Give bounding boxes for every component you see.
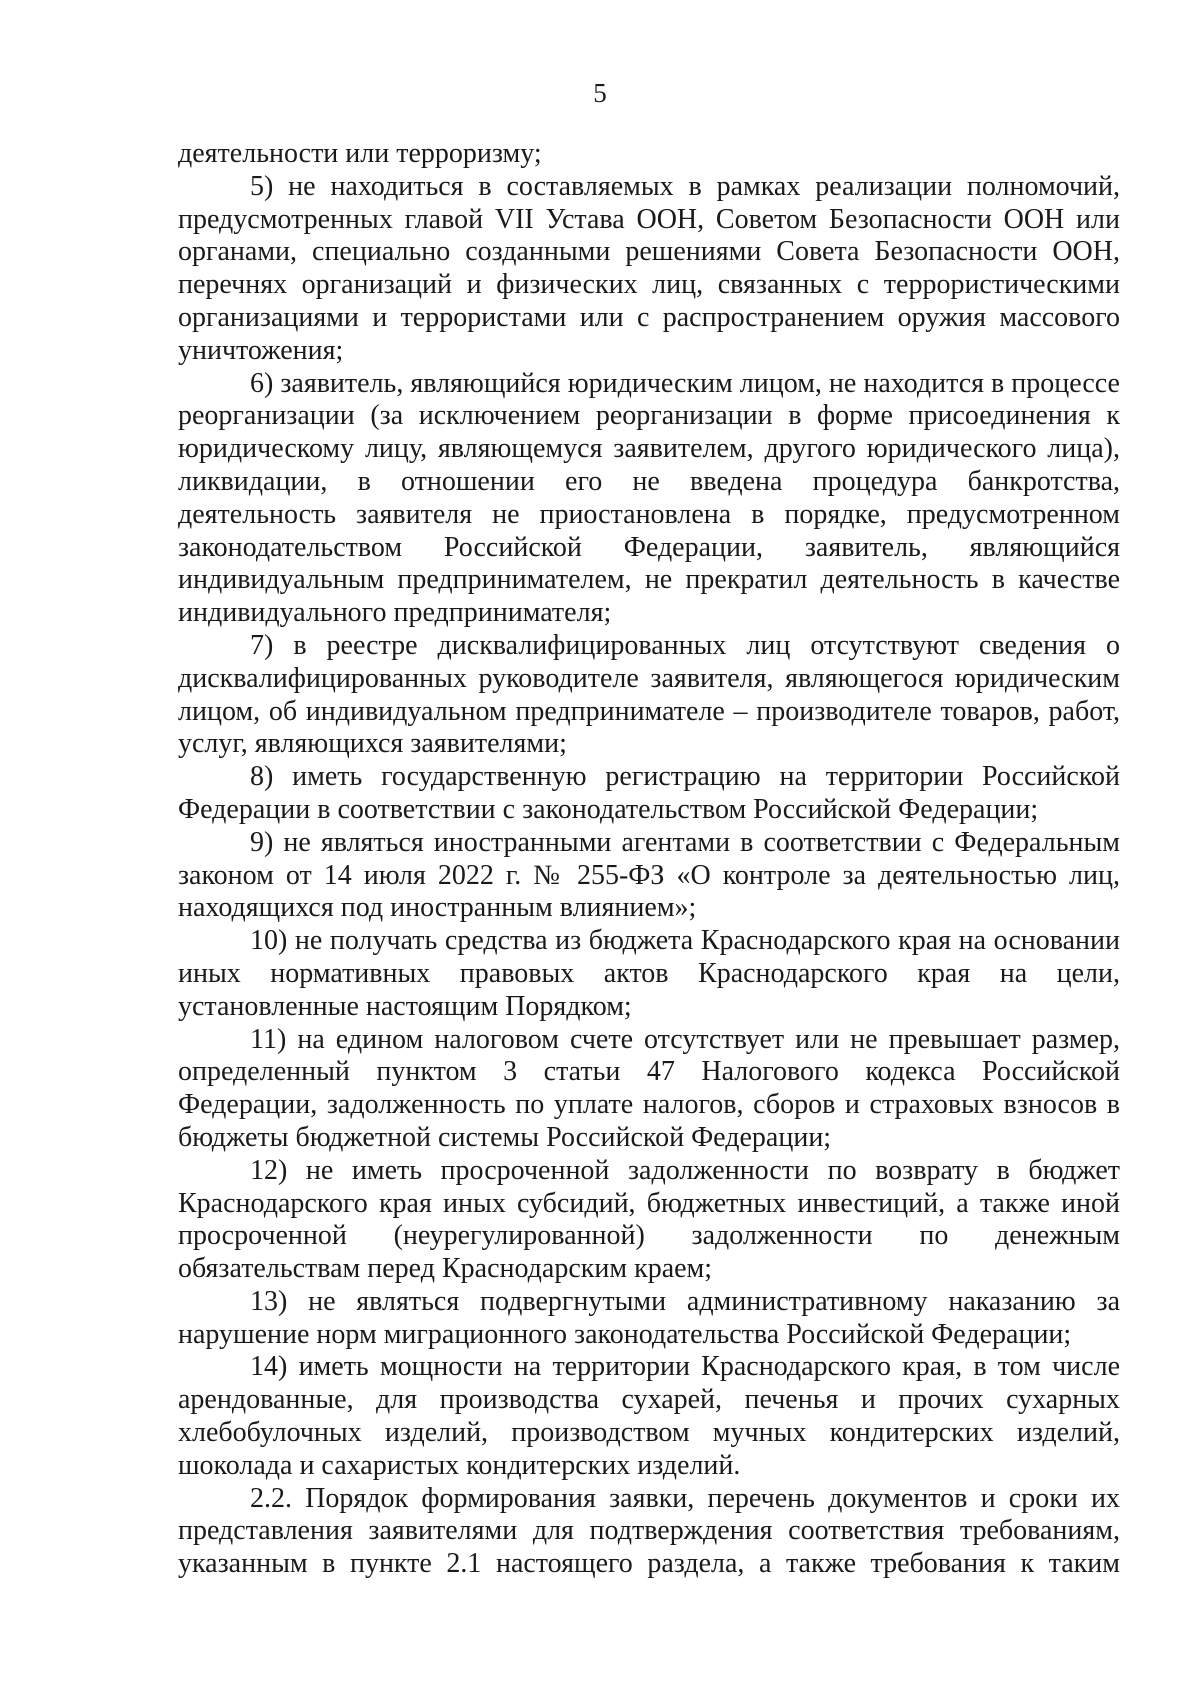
paragraph-item-11: 11) на едином налоговом счете отсутствует или не превышает размер, определенный пунктом 3 статьи 47 Налогового кодекса Российской Федерации, задолженность по уплате налогов, сборов и страховых взносов в бюджеты бюджетной системы Российской Федерации; <box>178 1023 1120 1153</box>
paragraph-item-9: 9) не являться иностранными агентами в соответствии с Федеральным законом от 14 июля 2022 г. № 255-ФЗ «О контроле за деятельностью лиц, находящихся под иностранным влиянием»; <box>178 826 1120 924</box>
paragraph-item-7: 7) в реестре дисквалифицированных лиц отсутствуют сведения о дисквалифицированных руководителе заявителя, являющегося юридическим лицом, об индивидуальном предпринимателе – производителе товаров, работ, услуг, являющихся заявителями; <box>178 629 1120 760</box>
paragraph-continuation: деятельности или терроризму; <box>178 138 542 169</box>
paragraph-item-5: 5) не находиться в составляемых в рамках реализации полномочий, предусмотренных главой VII Устава ООН, Советом Безопасности ООН или органами, специально созданными решениями Совета Безопасности ООН, перечнях организаций и физических лиц, связанных с террористическими организациями и террористами или с распространением оружия массового уничтожения; <box>178 170 1120 366</box>
paragraph-section-2-2: 2.2. Порядок формирования заявки, перечень документов и сроки их представления заявителями для подтверждения соответствия требованиям, указанным в пункте 2.1 настоящего раздела, а также требования к таким <box>178 1482 1120 1580</box>
paragraph-item-8: 8) иметь государственную регистрацию на территории Российской Федерации в соответствии с законодательством Российской Федерации; <box>178 761 1120 825</box>
page-number: 5 <box>593 78 607 108</box>
paragraph-item-12: 12) не иметь просроченной задолженности по возврату в бюджет Краснодарского края иных субсидий, бюджетных инвестиций, а также иной просроченной (неурегулированной) задолженности по денежным обязательствам перед Краснодарским краем; <box>178 1154 1120 1285</box>
paragraph-item-6: 6) заявитель, являющийся юридическим лицом, не находится в процессе реорганизации (за исключением реорганизации в форме присоединения к юридическому лицу, являющемуся заявителем, другого юридического лица), ликвидации, в отношении его не введена процедура банкротства, деятельность заявителя не приостановлена в порядке, предусмотренном законодательством Российской Федерации, заявитель, являющийся индивидуальным предпринимателем, не прекратил деятельность в качестве индивидуального предпринимателя; <box>178 367 1120 629</box>
paragraph-item-13: 13) не являться подвергнутыми административному наказанию за нарушение норм миграционного законодательства Российской Федерации; <box>178 1285 1120 1350</box>
paragraph-item-14: 14) иметь мощности на территории Краснодарского края, в том числе арендованные, для производства сухарей, печенья и прочих сухарных хлебобулочных изделий, производством мучных кондитерских изделий, шоколада и сахаристых кондитерских изделий. <box>178 1351 1120 1481</box>
paragraph-item-10: 10) не получать средства из бюджета Краснодарского края на основании иных нормативных правовых актов Краснодарского края на цели, установленные настоящим Порядком; <box>178 925 1120 1022</box>
document-body <box>178 138 1120 1581</box>
